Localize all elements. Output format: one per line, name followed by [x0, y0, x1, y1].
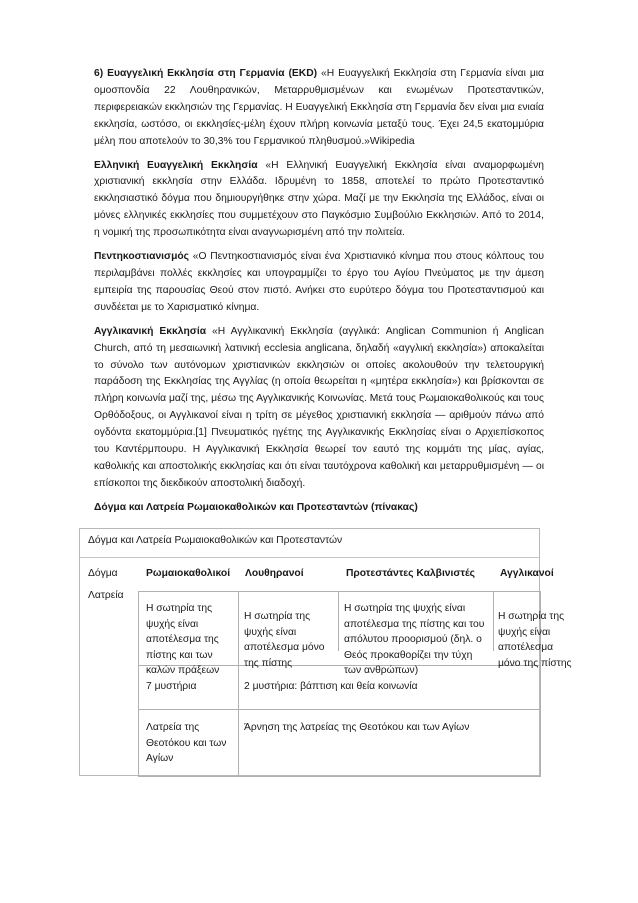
section-heading: Δόγμα και Λατρεία Ρωμαιοκαθολικών και Προτεσταντών (πίνακας): [94, 501, 418, 513]
paragraph-text: «Η Ευαγγελική Εκκλησία στη Γερμανία είναι μια ομοσπονδία 22 Λουθηρανικών, Μεταρρυθμισμένων και ενωμένων Προτεσταντικών, περιφερειακών εκκλησιών της Γερμανίας. Η Ευαγγελική Εκκλησία στη Γερμανία δεν είναι μια ενιαία εκκλησία, ωστόσο, οι εκκλησίες-μέλη έχουν πλήρη κοινωνία μεταξύ τους. Έχει 24,5 εκατομμύρια μέλη που αποτελούν το 30,3% του Γερμανικού πληθυσμού.»Wikipedia: [94, 68, 545, 147]
cell-sacraments-catholic: 7 μυστήρια: [146, 681, 197, 692]
header-lutherans: Λουθηρανοί: [245, 568, 304, 579]
document-body: [94, 66, 544, 516]
cell-worship-catholic: Λατρεία της Θεοτόκου και των Αγίων: [146, 722, 227, 765]
cell-salvation-calvinist: Η σωτηρία της ψυχής είναι αποτέλεσμα της πίστης και του απόλυτου προορισμού (δηλ. ο Θεός προκαθορίζει την τύχη των ανθρώπων): [344, 603, 485, 677]
header-anglicans: Αγγλικανοί: [500, 568, 554, 579]
cell-worship-protestant: Άρνηση της λατρείας της Θεοτόκου και των Αγίων: [244, 722, 470, 733]
cell-salvation-catholic: Η σωτηρία της ψυχής είναι αποτέλεσμα της πίστης και των καλών πράξεων: [146, 603, 220, 677]
paragraph-title: Αγγλικανική Εκκλησία: [94, 325, 207, 337]
cell-salvation-anglican: Η σωτηρία της ψυχής είναι αποτέλεσμα μόνο της πίστης: [498, 611, 572, 669]
paragraph-text: «Η Ελληνική Ευαγγελική Εκκλησία είναι αναμορφωμένη χριστιανική εκκλησία στην Ελλάδα. Ιδρυμένη το 1858, αποτελεί το πρώτο Προτεσταντικό εκκλησιαστικό δόγμα που δημιουργήθηκε στην χώρα. Μαζί με την Εκκλησία της Ελλάδος, είναι οι μόνες ελληνικές εκκλησίες που συμμετέχουν στο Παγκόσμιο Συμβούλιο Εκκλησιών. Από το 2014, η νομική της προσωπικότητα είναι αναγνωρισμένη από την πολιτεία.: [94, 159, 544, 239]
header-calvinists: Προτεστάντες Καλβινιστές: [346, 568, 476, 579]
cell-salvation-lutheran: Η σωτηρία της ψυχής είναι αποτέλεσμα μόνο της πίστης: [244, 611, 325, 669]
divider: [80, 557, 539, 558]
paragraph-title: 6) Ευαγγελική Εκκλησία στη Γερμανία (EKD): [94, 68, 318, 79]
grid-line: [138, 709, 541, 710]
table-caption: Δόγμα και Λατρεία Ρωμαιοκαθολικών και Προτεσταντών: [88, 535, 343, 546]
grid-line: [338, 591, 339, 651]
paragraph-greek-evangelical: [94, 158, 544, 243]
paragraph-title: Πεντηκοστιανισμός: [94, 251, 190, 263]
cell-sacraments-protestant: 2 μυστήρια: βάπτιση και θεία κοινωνία: [244, 681, 418, 692]
row-label-dogma: Δόγμα: [88, 568, 118, 579]
header-catholics: Ρωμαιοκαθολικοί: [146, 568, 231, 579]
paragraph-pentecostalism: [94, 249, 544, 317]
paragraph-title: Ελληνική Ευαγγελική Εκκλησία: [94, 159, 258, 171]
paragraph-text: «Ο Πεντηκοστιανισμός είναι ένα Χριστιανικό κίνημα που στους κόλπους του περιλαμβάνει πολλές εκκλησίες και υπογραμμίζει το έργο του Αγίου Πνεύματος με την άμεση εμπειρία της παρουσίας Θεού στον πιστό. Ανήκει στο ευρύτερο δόγμα του Προτεσταντισμού και συνδέεται με το Χαρισματικό κίνημα.: [94, 251, 544, 313]
paragraph-ekd: [94, 66, 544, 151]
comparison-table: [79, 528, 572, 776]
paragraph-text: «Η Αγγλικανική Εκκλησία (αγγλικά: Anglican Communion ή Anglican Church, από τη μεσαιωνική λατινική ecclesia anglicana, δηλαδή «αγγλική εκκλησία») αποκαλείται το σύνολο των αυτόνομων χριστιανικών εκκλησιών οι οποίες ακολουθούν την τελετουργική παράδοση της Εκκλησίας της Αγγλίας (η οποία θεωρείται η «μητέρα εκκλησία») και βρίσκονται σε πλήρη κοινωνία μαζί της, μέσω της Αγγλικανικής Κοινωνίας. Μετά τους Ρωμαιοκαθολικούς και τους Ορθόδοξους, οι Αγγλικανοί είναι η τρίτη σε μέγεθος χριστιανική εκκλησία — αριθμούν πάνω από ογδόντα εκατομμύρια.[1] Πνευματικός ηγέτης της Αγγλικανικής Εκκλησίας είναι ο Αρχιεπίσκοπος του Καντέρμπουρυ. Η Αγγλικανική Εκκλησία θεωρεί τον εαυτό της κομμάτι της μίας, αγίας, καθολικής και αποστολικής εκκλησίας και ότι είναι ταυτόχρονα καθολική και μεταρρυθμισμένη — οι επίσκοποι της διεκδικούν αποστολική διαδοχή.: [94, 325, 544, 489]
grid-line: [493, 591, 494, 651]
grid-line: [238, 591, 239, 777]
row-label-worship: Λατρεία: [88, 590, 124, 601]
paragraph-anglican: [94, 324, 544, 493]
